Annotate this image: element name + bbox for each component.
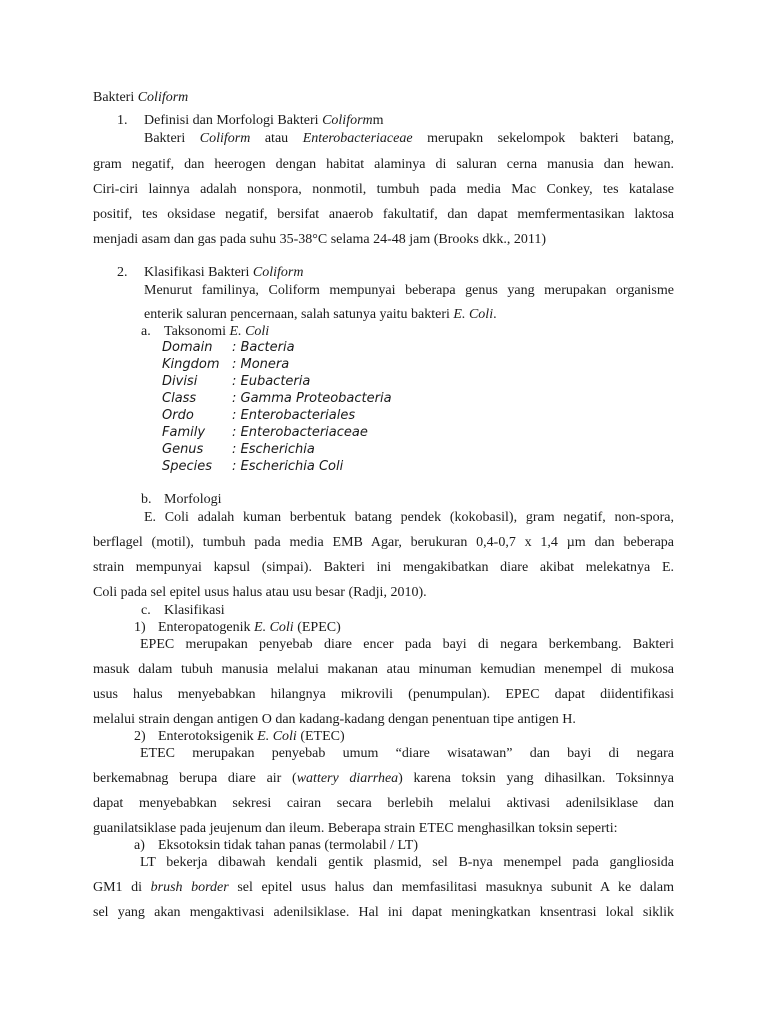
document-title: Bakteri Coliform [93,90,189,105]
section-1-heading: Definisi dan Morfologi Bakteri Coliformm [144,113,384,128]
taxonomy-key: Kingdom [162,357,220,372]
etec-line: ETEC merupakan penyebab umum “diare wisatawan” dan bayi di negara [140,746,674,761]
taxonomy-key: Genus [162,442,204,457]
epec-heading: Enteropatogenik E. Coli (EPEC) [158,620,341,635]
taxonomy-value: : Gamma Proteobacteria [232,391,392,406]
etec-line: dapat menyebabkan sekresi cairan secara berlebih melalui aktivasi adenilsiklase dan [93,796,674,811]
list-marker-a: a. [141,324,151,339]
taxonomy-value: : Escherichia [232,442,315,457]
taxonomy-value: : Bacteria [232,340,295,355]
taxonomy-row [162,340,295,356]
epec-line: usus halus menyebabkan hilangnya mikrovili (penumpulan). EPEC dapat diidentifikasi [93,687,674,702]
morfologi-line: Coli pada sel epitel usus halus atau usu besar (Radji, 2010). [93,585,427,600]
taxonomy-row [162,357,289,373]
etec-heading: Enterotoksigenik E. Coli (ETEC) [158,729,345,744]
section-2-number: 2. [117,265,128,280]
list-marker-b: b. [141,492,152,507]
taxonomy-value: : Eubacteria [232,374,311,389]
section-1-paragraph-line: menjadi asam dan gas pada suhu 35-38°C selama 24-48 jam (Brooks dkk., 2011) [93,232,546,247]
list-marker-c: c. [141,603,151,618]
epec-line: EPEC merupakan penyebab diare encer pada bayi di negara berkembang. Bakteri [140,637,674,652]
klasifikasi-heading: Klasifikasi [164,603,225,618]
section-1-paragraph-line: Ciri-ciri lainnya adalah nonspora, nonmotil, tumbuh pada media Mac Conkey, tes katalase [93,182,674,197]
taxonomy-value: : Enterobacteriales [232,408,356,423]
section-2-intro-line: enterik saluran pencernaan, salah satunya yaitu bakteri E. Coli. [144,307,497,322]
epec-line: masuk dalam tubuh manusia melalui makanan atau minuman kemudian menempel di mukosa [93,662,674,677]
section-1-paragraph-line: Bakteri Coliform atau Enterobacteriaceae merupakn sekelompok bakteri batang, [144,131,674,146]
eksotoksin-heading: Eksotoksin tidak tahan panas (termolabil / LT) [158,838,418,853]
morfologi-line: berflagel (motil), tumbuh pada media EMB Agar, berukuran 0,4-0,7 x 1,4 µm dan beberapa [93,535,674,550]
section-1-paragraph-line: positif, tes oksidase negatif, bersifat anaerob fakultatif, dan dapat memfermentasikan laktosa [93,207,674,222]
etec-line: guanilatsiklase pada jeujenum dan ileum. Beberapa strain ETEC menghasilkan toksin seperti: [93,821,618,836]
taxonomy-row [162,391,392,407]
taxonomy-value: : Enterobacteriaceae [232,425,368,440]
taxonomy-key: Divisi [162,374,198,389]
eksotoksin-line: GM1 di brush border sel epitel usus halus dan memfasilitasi masuknya subunit A ke dalam [93,880,674,895]
taxonomy-key: Ordo [162,408,194,423]
taxonomy-row [162,442,315,458]
list-marker-2: 2) [134,729,146,744]
etec-line: berkemabnag berupa diare air (wattery diarrhea) karena toksin yang dihasilkan. Toksinnya [93,771,675,786]
morfologi-heading: Morfologi [164,492,222,507]
list-marker-sub-a: a) [134,838,145,853]
eksotoksin-line: sel yang akan mengaktivasi adenilsiklase. Hal ini dapat meningkatkan knsentrasi lokal siklik [93,905,674,920]
section-1-number: 1. [117,113,128,128]
section-2-intro-line: Menurut familinya, Coliform mempunyai beberapa genus yang merupakan organisme [144,283,674,298]
list-marker-1: 1) [134,620,146,635]
eksotoksin-line: LT bekerja dibawah kendali gentik plasmid, sel B-nya menempel pada gangliosida [140,855,674,870]
taxonomy-row [162,425,368,441]
morfologi-line: E. Coli adalah kuman berbentuk batang pendek (kokobasil), gram negatif, non-spora, [144,510,674,525]
taxonomy-key: Species [162,459,213,474]
taxonomy-heading: Taksonomi E. Coli [164,324,270,339]
taxonomy-key: Class [162,391,197,406]
taxonomy-value: : Monera [232,357,290,372]
section-2-heading: Klasifikasi Bakteri Coliform [144,265,304,280]
taxonomy-row [162,374,310,390]
taxonomy-row [162,408,355,424]
taxonomy-value: : Escherichia Coli [232,459,344,474]
taxonomy-key: Family [162,425,206,440]
morfologi-line: strain mempunyai kapsul (simpai). Bakteri ini mengakibatkan diare akibat melekatnya E. [93,560,674,575]
taxonomy-key: Domain [162,340,213,355]
taxonomy-row [162,459,343,475]
epec-line: melalui strain dengan antigen O dan kadang-kadang dengan penentuan tipe antigen H. [93,712,576,727]
section-1-paragraph-line: gram negatif, dan heerogen dengan habitat alaminya di saluran cerna manusia dan hewan. [93,157,674,172]
